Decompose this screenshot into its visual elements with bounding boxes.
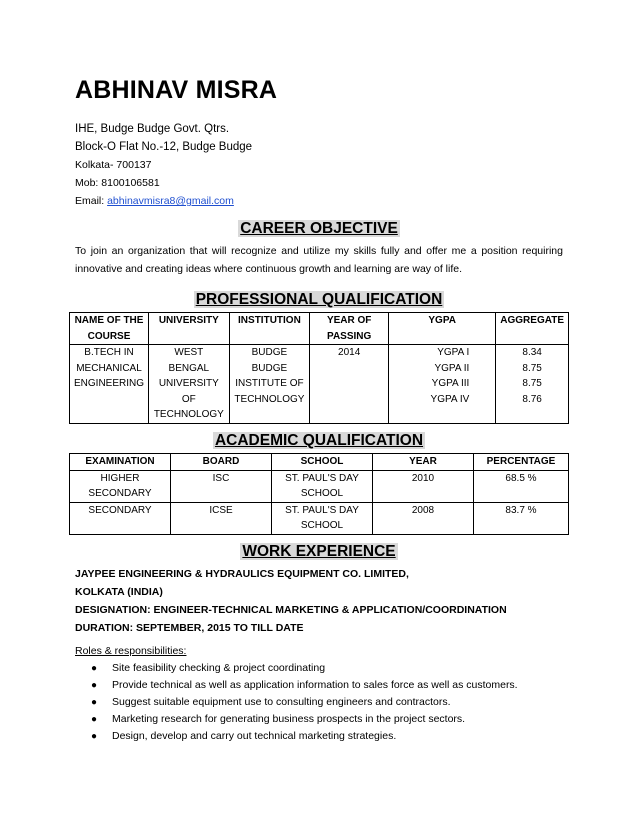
career-objective-title: CAREER OBJECTIVE — [240, 220, 398, 237]
professional-qualification-title: PROFESSIONAL QUALIFICATION — [195, 291, 443, 308]
column-header: YEAR — [373, 454, 474, 471]
company-location: KOLKATA (INDIA) — [75, 586, 163, 598]
duration: DURATION: SEPTEMBER, 2015 TO TILL DATE — [75, 622, 304, 634]
bullet-icon: ● — [91, 680, 98, 691]
professional-qualification-table — [69, 312, 569, 424]
ygpa-label: YGPA IV — [430, 393, 470, 405]
email-link[interactable]: abhinavmisra8@gmail.com — [107, 195, 234, 207]
year-cell: 2014 — [310, 345, 389, 424]
board-cell: ISC — [171, 470, 272, 502]
column-header: UNIVERSITY — [149, 313, 230, 345]
table-row — [70, 470, 569, 502]
column-header: SCHOOL — [272, 454, 373, 471]
mobile-line: Mob: 8100106581 — [75, 177, 160, 189]
course-cell: B.TECH IN MECHANICAL ENGINEERING — [70, 345, 149, 424]
list-item — [75, 711, 518, 728]
list-item — [75, 660, 518, 677]
column-header: AGGREGATE — [496, 313, 569, 345]
table-row — [70, 502, 569, 534]
city-line: Kolkata- 700137 — [75, 159, 152, 171]
institution-cell: BUDGE BUDGE INSTITUTE OF TECHNOLOGY — [229, 345, 310, 424]
aggregate-value: 8.76 — [522, 393, 542, 405]
column-header: YEAR OF PASSING — [310, 313, 389, 345]
university-cell: WEST BENGAL UNIVERSITY OF TECHNOLOGY — [149, 345, 230, 424]
role-text: Site feasibility checking & project coordinating — [112, 662, 326, 674]
role-text: Provide technical as well as application information to sales force as well as customers. — [112, 679, 518, 691]
candidate-name: ABHINAV MISRA — [75, 76, 278, 104]
year-cell: 2010 — [373, 470, 474, 502]
company-name: JAYPEE ENGINEERING & HYDRAULICS EQUIPMENT CO. LIMITED, — [75, 568, 409, 580]
role-text: Marketing research for generating business prospects in the project sectors. — [112, 713, 466, 725]
roles-title: Roles & responsibilities: — [75, 645, 187, 657]
column-header: NAME OF THE COURSE — [70, 313, 149, 345]
bullet-icon: ● — [91, 714, 98, 725]
work-experience-title: WORK EXPERIENCE — [242, 543, 396, 560]
academic-qualification-title: ACADEMIC QUALIFICATION — [214, 432, 424, 449]
table-row — [70, 345, 569, 424]
list-item — [75, 728, 518, 745]
ygpa-cell — [389, 345, 496, 424]
table-header-row — [70, 313, 569, 345]
bullet-icon: ● — [91, 697, 98, 708]
school-cell: ST. PAUL'S DAY SCHOOL — [272, 470, 373, 502]
bullet-icon: ● — [91, 663, 98, 674]
role-text: Design, develop and carry out technical marketing strategies. — [112, 730, 397, 742]
ygpa-label: YGPA III — [431, 378, 470, 389]
percentage-cell: 68.5 % — [474, 470, 569, 502]
aggregate-cell — [496, 345, 569, 424]
ygpa-label: YGPA II — [434, 362, 470, 374]
email-line — [75, 192, 252, 210]
role-text: Suggest suitable equipment use to consulting engineers and contractors. — [112, 696, 451, 708]
email-label: Email: — [75, 195, 108, 207]
year-cell: 2008 — [373, 502, 474, 534]
career-objective-text: To join an organization that will recognize and utilize my skills fully and offer me a position requiring innovative and creating ideas where continuous growth and learning are way of life. — [75, 245, 563, 275]
contact-block — [75, 120, 252, 210]
aggregate-value: 8.75 — [522, 362, 542, 374]
academic-qualification-heading — [0, 432, 638, 450]
exam-cell: HIGHER SECONDARY — [70, 470, 171, 502]
list-item — [75, 677, 518, 694]
list-item — [75, 694, 518, 711]
work-experience-heading — [0, 543, 638, 561]
school-cell: ST. PAUL'S DAY SCHOOL — [272, 502, 373, 534]
column-header: INSTITUTION — [229, 313, 310, 345]
exam-cell: SECONDARY — [70, 502, 171, 534]
column-header: YGPA — [389, 313, 496, 345]
academic-qualification-table — [69, 453, 569, 535]
career-objective-heading — [0, 220, 638, 238]
work-details — [75, 565, 507, 637]
percentage-cell: 83.7 % — [474, 502, 569, 534]
board-cell: ICSE — [171, 502, 272, 534]
address-line-2: Block-O Flat No.-12, Budge Budge — [75, 141, 253, 153]
address-line-1: IHE, Budge Budge Govt. Qtrs. — [75, 123, 230, 135]
column-header: PERCENTAGE — [474, 454, 569, 471]
bullet-icon: ● — [91, 731, 98, 742]
table-header-row — [70, 454, 569, 471]
designation: DESIGNATION: ENGINEER-TECHNICAL MARKETING & APPLICATION/COORDINATION — [75, 604, 507, 616]
roles-list — [75, 660, 518, 745]
column-header: EXAMINATION — [70, 454, 171, 471]
aggregate-value: 8.34 — [522, 347, 542, 358]
aggregate-value: 8.75 — [522, 378, 542, 389]
professional-qualification-heading — [0, 291, 638, 309]
column-header: BOARD — [171, 454, 272, 471]
ygpa-label: YGPA I — [437, 347, 470, 358]
